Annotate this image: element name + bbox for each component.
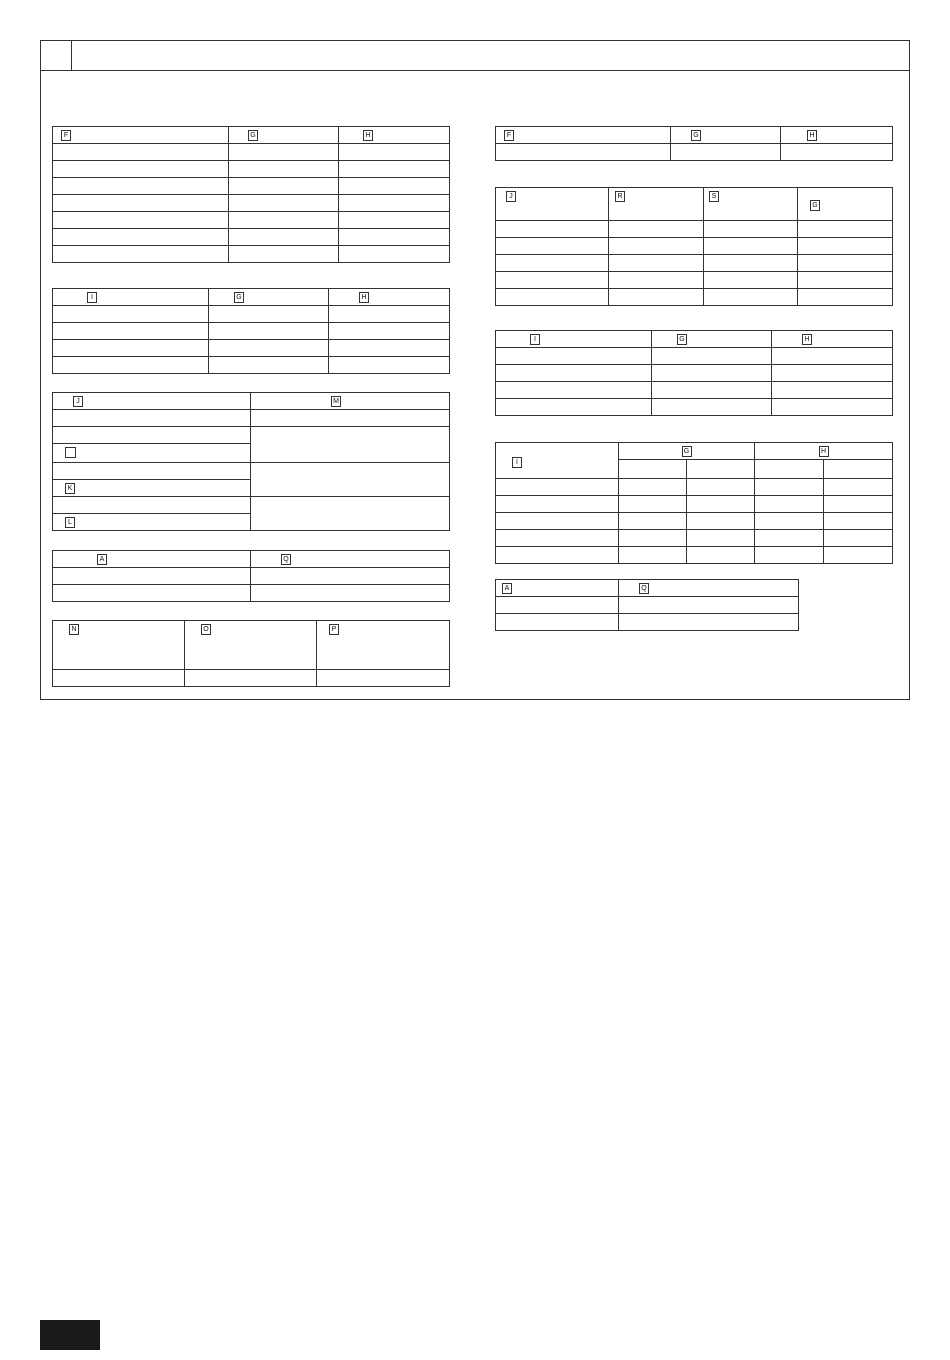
table-row	[53, 212, 450, 229]
table-header-row	[496, 331, 893, 348]
table-row	[53, 357, 450, 374]
key-h-icon: H	[363, 130, 373, 141]
key-h-icon: H	[819, 446, 829, 457]
key-i-icon: I	[512, 457, 522, 468]
table-row	[53, 306, 450, 323]
key-p-icon: P	[329, 624, 339, 635]
table-row	[496, 496, 893, 513]
key-g-icon: G	[691, 130, 701, 141]
table-row	[496, 348, 893, 365]
table-right-1	[495, 126, 893, 161]
table-right-2	[495, 187, 893, 306]
key-m-icon: M	[331, 396, 341, 407]
key-i-icon: I	[530, 334, 540, 345]
key-o-icon: O	[201, 624, 211, 635]
table-left-4	[52, 550, 450, 602]
table-row	[53, 195, 450, 212]
frame-header-tab	[41, 41, 72, 71]
table-right-4	[495, 442, 893, 564]
table-row	[496, 238, 893, 255]
key-r-icon: R	[615, 191, 625, 202]
key-l-icon: L	[65, 517, 75, 528]
table-row	[53, 323, 450, 340]
table-left-3	[52, 392, 450, 531]
key-n-icon: N	[69, 624, 79, 635]
table-header-row	[53, 621, 450, 670]
key-s-icon: S	[709, 191, 719, 202]
table-row	[496, 399, 893, 416]
table-row	[53, 161, 450, 178]
table-row	[496, 547, 893, 564]
key-a-icon: A	[97, 554, 107, 565]
table-row	[53, 410, 450, 427]
table-header-row	[53, 551, 450, 568]
table-header-row	[496, 580, 799, 597]
key-j-icon: J	[73, 396, 83, 407]
key-q-icon: Q	[281, 554, 291, 565]
table-header-row	[496, 188, 893, 221]
table-row	[53, 497, 450, 514]
table-row	[53, 178, 450, 195]
table-row	[496, 479, 893, 496]
table-row	[496, 289, 893, 306]
table-row	[53, 340, 450, 357]
table-row	[53, 246, 450, 263]
key-k-icon: K	[65, 483, 75, 494]
table-right-5	[495, 579, 799, 631]
table-row	[53, 568, 450, 585]
checkbox-icon	[65, 447, 76, 458]
key-h-icon: H	[359, 292, 369, 303]
table-row	[53, 585, 450, 602]
table-right-3	[495, 330, 893, 416]
table-row	[496, 382, 893, 399]
key-h-icon: H	[802, 334, 812, 345]
key-g-icon: G	[677, 334, 687, 345]
page-number-block	[40, 1320, 100, 1350]
table-row	[53, 427, 450, 444]
key-g-icon: G	[810, 200, 820, 211]
table-left-2	[52, 288, 450, 374]
key-q-icon: Q	[639, 583, 649, 594]
table-header-row	[53, 393, 450, 410]
key-f-icon: F	[61, 130, 71, 141]
key-j-icon: J	[506, 191, 516, 202]
table-row	[496, 614, 799, 631]
table-header-row	[53, 289, 450, 306]
table-left-1	[52, 126, 450, 263]
table-row	[496, 530, 893, 547]
table-header-row	[53, 127, 450, 144]
key-g-icon: G	[234, 292, 244, 303]
table-header-row	[496, 443, 893, 460]
table-left-5	[52, 620, 450, 687]
key-g-icon: G	[682, 446, 692, 457]
frame-header	[41, 41, 909, 71]
table-header-row	[496, 127, 893, 144]
table-row	[496, 144, 893, 161]
table-row	[496, 365, 893, 382]
key-f-icon: F	[504, 130, 514, 141]
key-h-icon: H	[807, 130, 817, 141]
table-row	[53, 229, 450, 246]
table-row	[496, 221, 893, 238]
table-row	[496, 513, 893, 530]
table-row	[53, 463, 450, 480]
table-row	[496, 597, 799, 614]
table-row	[53, 670, 450, 687]
table-row	[496, 272, 893, 289]
table-row	[53, 144, 450, 161]
table-row	[496, 255, 893, 272]
key-i-icon: I	[87, 292, 97, 303]
key-g-icon: G	[248, 130, 258, 141]
key-a-icon: A	[502, 583, 512, 594]
